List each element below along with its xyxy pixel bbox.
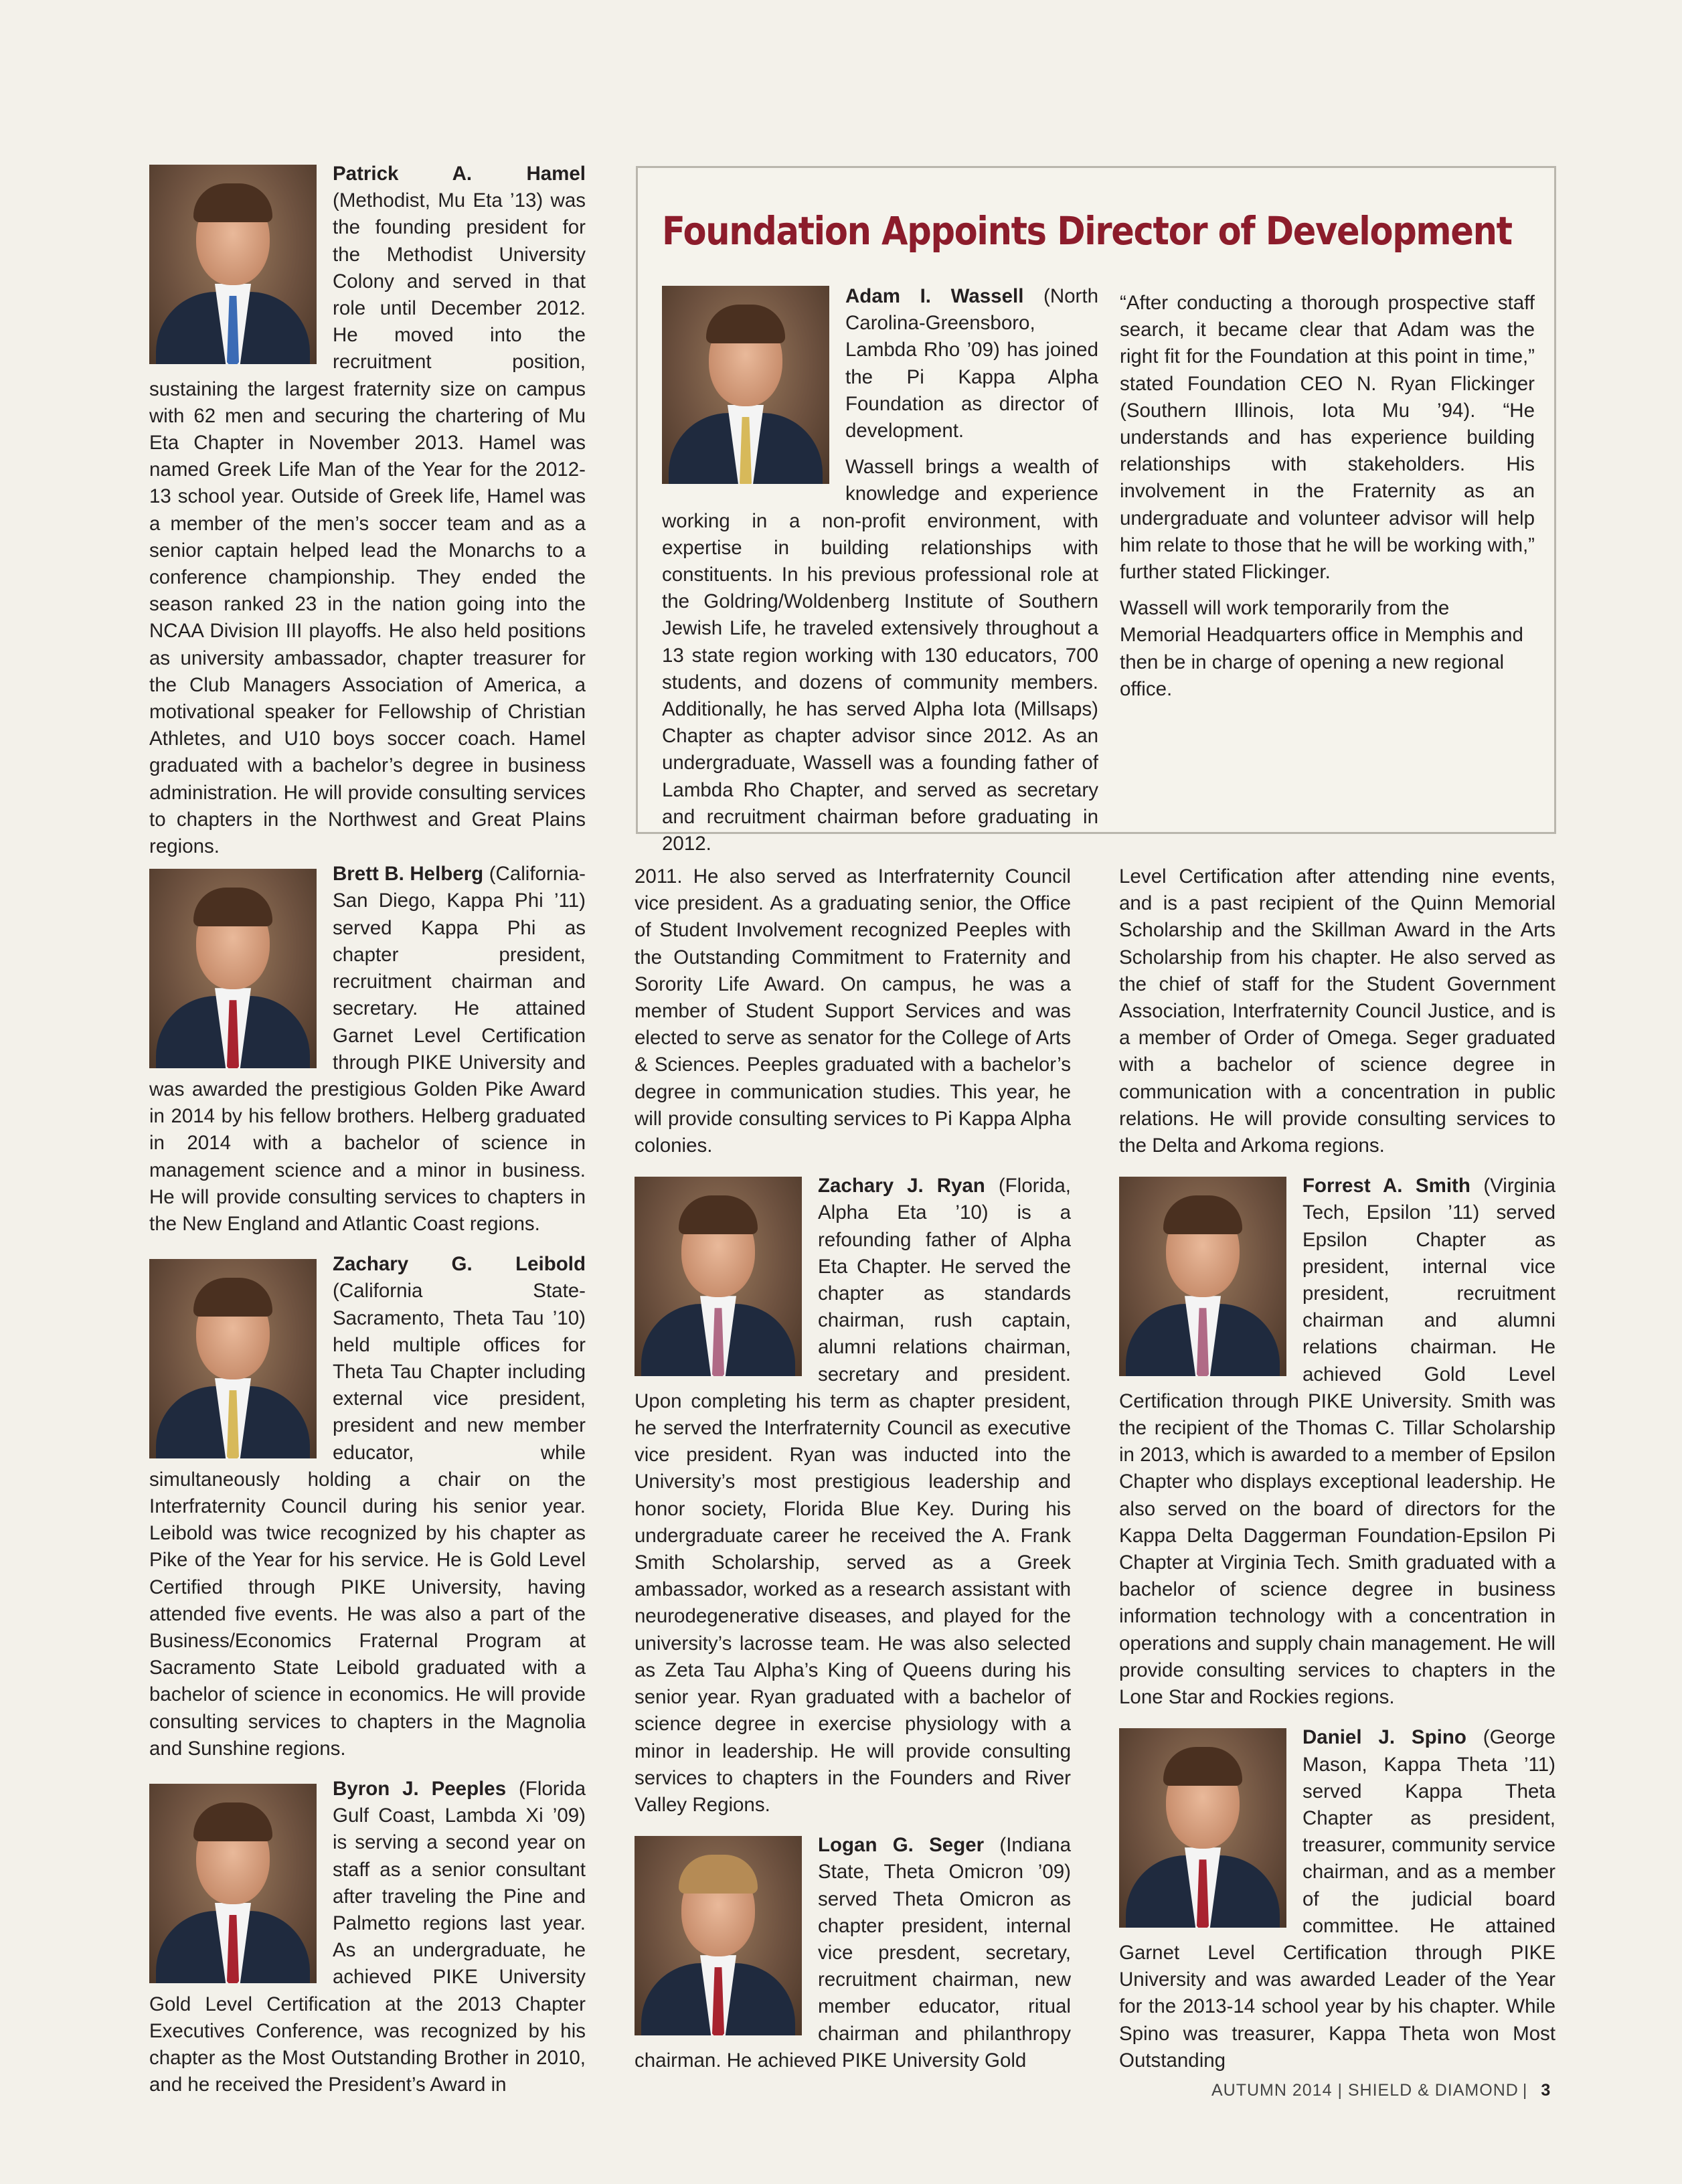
name-ryan: Zachary J. Ryan [818, 1175, 985, 1197]
name-hamel: Patrick A. Hamel [333, 163, 586, 185]
name-helberg: Brett B. Helberg [333, 863, 484, 886]
portrait-photo-leibold [149, 1259, 317, 1458]
foundation-announcement-box [636, 166, 1556, 855]
right-column [1119, 863, 1555, 2074]
footer-separator: | [1522, 2081, 1528, 2100]
profile-smith [1119, 1173, 1555, 1711]
profile-ryan [635, 1173, 1071, 1819]
portrait-photo-helberg [149, 869, 317, 1068]
name-peeples: Byron J. Peeples [333, 1777, 507, 1800]
profile-helberg [149, 861, 586, 1238]
bio-text-leibold: (California State-Sacramento, Theta Tau ’10) held multiple offices for Theta Tau Chapter including external vice president, president and new member educator, while simultaneously holding a chair on the Interfraternity Council during his senior year. Leibold was twice recognized by his chapter as Pike of the Year for his service. He is Gold Level Certified through PIKE University, having attended five events. He was also a part of the Business/Economics Fraternal Program at Sacramento State Leibold graduated with a bachelor of science in economics. He will provide consulting services to chapters in the Magnolia and Sunshine regions. [149, 1280, 586, 1760]
left-column [149, 161, 586, 2098]
box-body-2: “After conducting a thorough prospective staff search, it became clear that Adam was the right fit for the Foundation at this point in time,” stated Foundation CEO N. Ryan Flickinger (Southern Illinois, Iota Mu ’94). “He understands and has experience building relationships with stakeholders. His involvement in the Fraternity as an undergraduate and volunteer advisor will help him relate to those that he will be working with,” further stated Flickinger. [1120, 292, 1535, 584]
portrait-photo-hamel [149, 165, 317, 364]
profile-hamel [149, 161, 586, 860]
bio-text-peeples: (Florida Gulf Coast, Lambda Xi ’09) is serving a second year on staff as a senior consultant after traveling the Pine and Palmetto regions last year. As an undergraduate, he achieved PIKE University Gold Level Certification at the 2013 Chapter Executives Conference, was recognized by his chapter as the Most Outstanding Brother in 2010, and he received the President’s Award in [149, 1777, 586, 2096]
name-wassell: Adam I. Wassell [845, 285, 1024, 307]
bio-text-seger: (Indiana State, Theta Omicron ’09) served Theta Omicron as chapter president, internal vice presdent, secretary, recruitment chairman, new member educator, ritual chairman and philanthropy chairman. He achieved PIKE University Gold [635, 1834, 1071, 2072]
footer-issue: AUTUMN 2014 | SHIELD & DIAMOND [1211, 2081, 1519, 2100]
box-body-3: Wassell will work temporarily from the Memorial Headquarters office in Memphis and then be in charge of opening a new regional office. [1120, 597, 1523, 700]
name-seger: Logan G. Seger [818, 1834, 985, 1857]
bio-peeples-continued: 2011. He also served as Interfraternity Council vice president. As a graduating senior, the Office of Student Involvement recognized Peeples with the Outstanding Commitment to Fraternity and Sorority Life Award. On campus, he was a member of Student Support Services and was elected to serve as senator for the College of Arts & Sciences. Peeples graduated with a bachelor’s degree in communication studies. This year, he will provide consulting services to Pi Kappa Alpha colonies. [635, 865, 1071, 1157]
portrait-photo-seger [635, 1836, 802, 2035]
page-number: 3 [1541, 2081, 1551, 2100]
profile-seger [635, 1832, 1071, 2074]
box-title: Foundation Appoints Director of Development [662, 208, 1512, 254]
portrait-photo-ryan [635, 1177, 802, 1376]
box-column-left [662, 283, 1098, 857]
portrait-photo-spino [1119, 1728, 1286, 1928]
bio-text-spino: (George Mason, Kappa Theta ’11) served Kappa Theta Chapter as president, treasurer, community service chairman, and as a member of the judicial board committee. He attained Garnet Level Certification through PIKE University and was awarded Leader of the Year for the 2013-14 school year by his chapter. While Spino was treasurer, Kappa Theta won Most Outstanding [1119, 1726, 1555, 2072]
page-footer [1211, 2081, 1551, 2100]
portrait-photo-smith [1119, 1177, 1286, 1376]
box-body-1: Wassell brings a wealth of knowledge and experience working in a non-profit environment, with expertise in building relationships with constituents. In his previous professional role at the Goldring/Woldenberg Institute of Southern Jewish Life, he traveled extensively throughout a 13 state region working with 130 educators, 700 students, and dozens of community members. Additionally, he has served Alpha Iota (Millsaps) Chapter as chapter advisor since 2012. As an undergraduate, Wassell was a founding father of Lambda Rho Chapter, and served as secretary and recruitment chairman before graduating in 2012. [662, 456, 1098, 855]
profile-peeples [149, 1776, 586, 2098]
portrait-photo-wassell [662, 286, 829, 484]
bio-seger-continued: Level Certification after attending nine events, and is a past recipient of the Quinn Memorial Scholarship and the Skillman Award in the Arts Scholarship from his chapter. He also served as the chief of staff for the Student Government Association, Interfraternity Council Justice, and is a member of Order of Omega. Seger graduated with a bachelor of science degree in communication with a concentration in public relations. He will provide consulting services to the Delta and Arkoma regions. [1119, 865, 1555, 1157]
profile-spino [1119, 1724, 1555, 2074]
name-leibold: Zachary G. Leibold [333, 1253, 586, 1276]
profile-leibold [149, 1251, 586, 1762]
name-spino: Daniel J. Spino [1302, 1726, 1466, 1749]
bio-text-smith: (Virginia Tech, Epsilon ’11) served Epsilon Chapter as president, internal vice president, recruitment chairman and alumni relations chairman. He achieved Gold Level Certification through PIKE University. Smith was the recipient of the Thomas C. Tillar Scholarship in 2013, which is awarded to a member of Epsilon Chapter who displays exceptional leadership. He also served on the board of directors for the Kappa Delta Daggerman Foundation-Epsilon Pi Chapter at Virginia Tech. Smith graduated with a bachelor of science degree in business information technology with a concentration in operations and supply chain management. He will provide consulting services to chapters in the Lone Star and Rockies regions. [1119, 1175, 1555, 1709]
box-column-right [1120, 283, 1535, 703]
middle-column [635, 863, 1071, 2074]
name-smith: Forrest A. Smith [1302, 1175, 1470, 1197]
box-intro-text: (North Carolina-Greensboro, Lambda Rho ’09) has joined the Pi Kappa Alpha Foundation as director of development. [845, 285, 1098, 442]
bio-text-helberg: (California-San Diego, Kappa Phi ’11) served Kappa Phi as chapter president, recruitment chairman and secretary. He attained Garnet Level Certification through PIKE University and was awarded the prestigious Golden Pike Award in 2014 by his fellow brothers. Helberg graduated in 2014 with a bachelor of science in management science and a minor in business. He will provide consulting services to chapters in the New England and Atlantic Coast regions. [149, 863, 586, 1235]
portrait-photo-peeples [149, 1784, 317, 1983]
bio-text-ryan: (Florida, Alpha Eta ’10) is a refounding father of Alpha Eta Chapter. He served the chapter as standards chairman, rush captain, alumni relations chairman, secretary and president. Upon completing his term as chapter president, he served the Interfraternity Council as executive vice president. Ryan was inducted into the University’s most prestigious leadership and honor society, Florida Blue Key. During his undergraduate career he received the A. Frank Smith Scholarship, served as a Greek ambassador, worked as a research assistant with neurodegenerative diseases, and played for the university’s lacrosse team. He was also selected as Zeta Tau Alpha’s King of Queens during his senior year. Ryan graduated with a bachelor of science degree in exercise physiology with a minor in leadership. He will provide consulting services to chapters in the Founders and River Valley Regions. [635, 1175, 1072, 1816]
bio-text-hamel: (Methodist, Mu Eta ’13) was the founding president for the Methodist University Colony and served in that role until December 2012. He moved into the recruitment position, sustaining the largest fraternity size on campus with 62 men and securing the chartering of Mu Eta Chapter in November 2013. Hamel was named Greek Life Man of the Year for the 2012-13 school year. Outside of Greek life, Hamel was a member of the men’s soccer team and as a senior captain helped lead the Monarchs to a conference championship. They ended the season ranked 23 in the nation going into the NCAA Division III playoffs. He also held positions as university ambassador, chapter treasurer for the Club Managers Association of America, a motivational speaker for Fellowship of Christian Athletes, and U10 boys soccer coach. Hamel graduated with a bachelor’s degree in business administration. He will provide consulting services to chapters in the Northwest and Great Plains regions. [149, 189, 586, 858]
